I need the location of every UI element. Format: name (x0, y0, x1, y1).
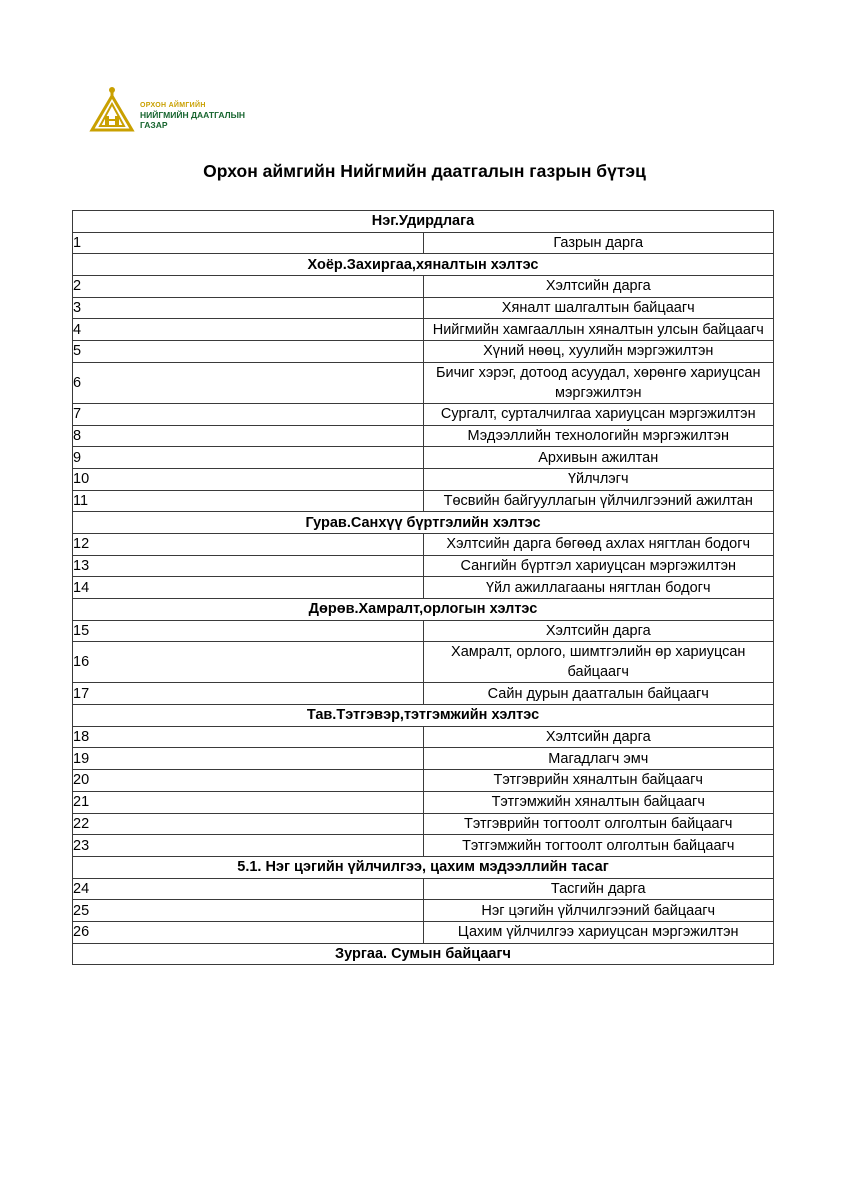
table-row (73, 577, 774, 599)
section-header-row (73, 254, 774, 276)
table-row (73, 341, 774, 363)
position-title: Үйл ажиллагааны нягтлан бодогч (423, 577, 774, 599)
row-number: 7 (73, 403, 424, 425)
table-row (73, 878, 774, 900)
position-title: Мэдээллийн технологийн мэргэжилтэн (423, 425, 774, 447)
table-row (73, 468, 774, 490)
section-title: Хоёр.Захиргаа,хяналтын хэлтэс (73, 254, 774, 276)
row-number: 24 (73, 878, 424, 900)
position-title: Хэлтсийн дарга бөгөөд ахлах нягтлан бодогч (423, 533, 774, 555)
table-row (73, 403, 774, 425)
table-row (73, 276, 774, 298)
row-number: 10 (73, 468, 424, 490)
section-header-row (73, 705, 774, 727)
table-row (73, 813, 774, 835)
position-title: Сургалт, сурталчилгаа хариуцсан мэргэжилтэн (423, 403, 774, 425)
row-number: 19 (73, 748, 424, 770)
position-title: Хүний нөөц, хуулийн мэргэжилтэн (423, 341, 774, 363)
section-title: Дөрөв.Хамралт,орлогын хэлтэс (73, 599, 774, 621)
position-title: Хэлтсийн дарга (423, 726, 774, 748)
section-header-row (73, 211, 774, 233)
section-header-row (73, 512, 774, 534)
position-title: Тасгийн дарга (423, 878, 774, 900)
row-number: 8 (73, 425, 424, 447)
section-header-row (73, 599, 774, 621)
table-row (73, 232, 774, 254)
organization-logo (88, 86, 288, 134)
position-title: Тэтгэмжийн тогтоолт олголтын байцаагч (423, 835, 774, 857)
structure-table (72, 210, 774, 965)
position-title: Нийгмийн хамгааллын хяналтын улсын байцаагч (423, 319, 774, 341)
position-title: Тэтгэврийн хяналтын байцаагч (423, 770, 774, 792)
table-row (73, 683, 774, 705)
row-number: 16 (73, 642, 424, 683)
position-title: Төсвийн байгууллагын үйлчилгээний ажилтан (423, 490, 774, 512)
section-title: Нэг.Удирдлага (73, 211, 774, 233)
table-row (73, 555, 774, 577)
row-number: 25 (73, 900, 424, 922)
row-number: 23 (73, 835, 424, 857)
row-number: 26 (73, 921, 424, 943)
position-title: Сайн дурын даатгалын байцаагч (423, 683, 774, 705)
position-title: Бичиг хэрэг, дотоод асуудал, хөрөнгө хариуцсан мэргэжилтэн (423, 362, 774, 403)
table-row (73, 620, 774, 642)
table-row (73, 297, 774, 319)
section-title: Гурав.Санхүү бүртгэлийн хэлтэс (73, 512, 774, 534)
position-title: Тэтгэмжийн хяналтын байцаагч (423, 791, 774, 813)
logo-text-line1: ОРХОН АЙМГИЙН (140, 102, 206, 109)
row-number: 14 (73, 577, 424, 599)
row-number: 3 (73, 297, 424, 319)
row-number: 21 (73, 791, 424, 813)
table-row (73, 490, 774, 512)
row-number: 11 (73, 490, 424, 512)
row-number: 4 (73, 319, 424, 341)
table-row (73, 900, 774, 922)
table-row (73, 921, 774, 943)
position-title: Хэлтсийн дарга (423, 620, 774, 642)
row-number: 9 (73, 447, 424, 469)
section-title: Тав.Тэтгэвэр,тэтгэмжийн хэлтэс (73, 705, 774, 727)
row-number: 13 (73, 555, 424, 577)
table-row (73, 791, 774, 813)
section-header-row (73, 943, 774, 965)
position-title: Тэтгэврийн тогтоолт олголтын байцаагч (423, 813, 774, 835)
table-row (73, 319, 774, 341)
table-row (73, 447, 774, 469)
position-title: Газрын дарга (423, 232, 774, 254)
table-row (73, 770, 774, 792)
row-number: 1 (73, 232, 424, 254)
row-number: 12 (73, 533, 424, 555)
table-row (73, 425, 774, 447)
row-number: 17 (73, 683, 424, 705)
row-number: 15 (73, 620, 424, 642)
row-number: 18 (73, 726, 424, 748)
position-title: Хэлтсийн дарга (423, 276, 774, 298)
section-title: 5.1. Нэг цэгийн үйлчилгээ, цахим мэдээллийн тасаг (73, 856, 774, 878)
position-title: Архивын ажилтан (423, 447, 774, 469)
table-row (73, 748, 774, 770)
row-number: 22 (73, 813, 424, 835)
position-title: Магадлагч эмч (423, 748, 774, 770)
logo-text-line3: ГАЗАР (140, 119, 168, 130)
position-title: Нэг цэгийн үйлчилгээний байцаагч (423, 900, 774, 922)
row-number: 20 (73, 770, 424, 792)
table-row (73, 533, 774, 555)
row-number: 5 (73, 341, 424, 363)
table-row (73, 362, 774, 403)
structure-table-body (73, 211, 774, 965)
section-header-row (73, 856, 774, 878)
position-title: Сангийн бүртгэл хариуцсан мэргэжилтэн (423, 555, 774, 577)
table-row (73, 726, 774, 748)
table-row (73, 835, 774, 857)
position-title: Цахим үйлчилгээ хариуцсан мэргэжилтэн (423, 921, 774, 943)
position-title: Үйлчлэгч (423, 468, 774, 490)
section-title: Зургаа. Сумын байцаагч (73, 943, 774, 965)
row-number: 6 (73, 362, 424, 403)
table-row (73, 642, 774, 683)
logo-text-line2: НИЙГМИЙН ДААТГАЛЫН (140, 110, 246, 120)
position-title: Хяналт шалгалтын байцаагч (423, 297, 774, 319)
row-number: 2 (73, 276, 424, 298)
position-title: Хамралт, орлого, шимтгэлийн өр хариуцсан байцаагч (423, 642, 774, 683)
document-title: Орхон аймгийн Нийгмийн даатгалын газрын бүтэц (203, 161, 646, 181)
logo-emblem-icon (88, 86, 136, 134)
